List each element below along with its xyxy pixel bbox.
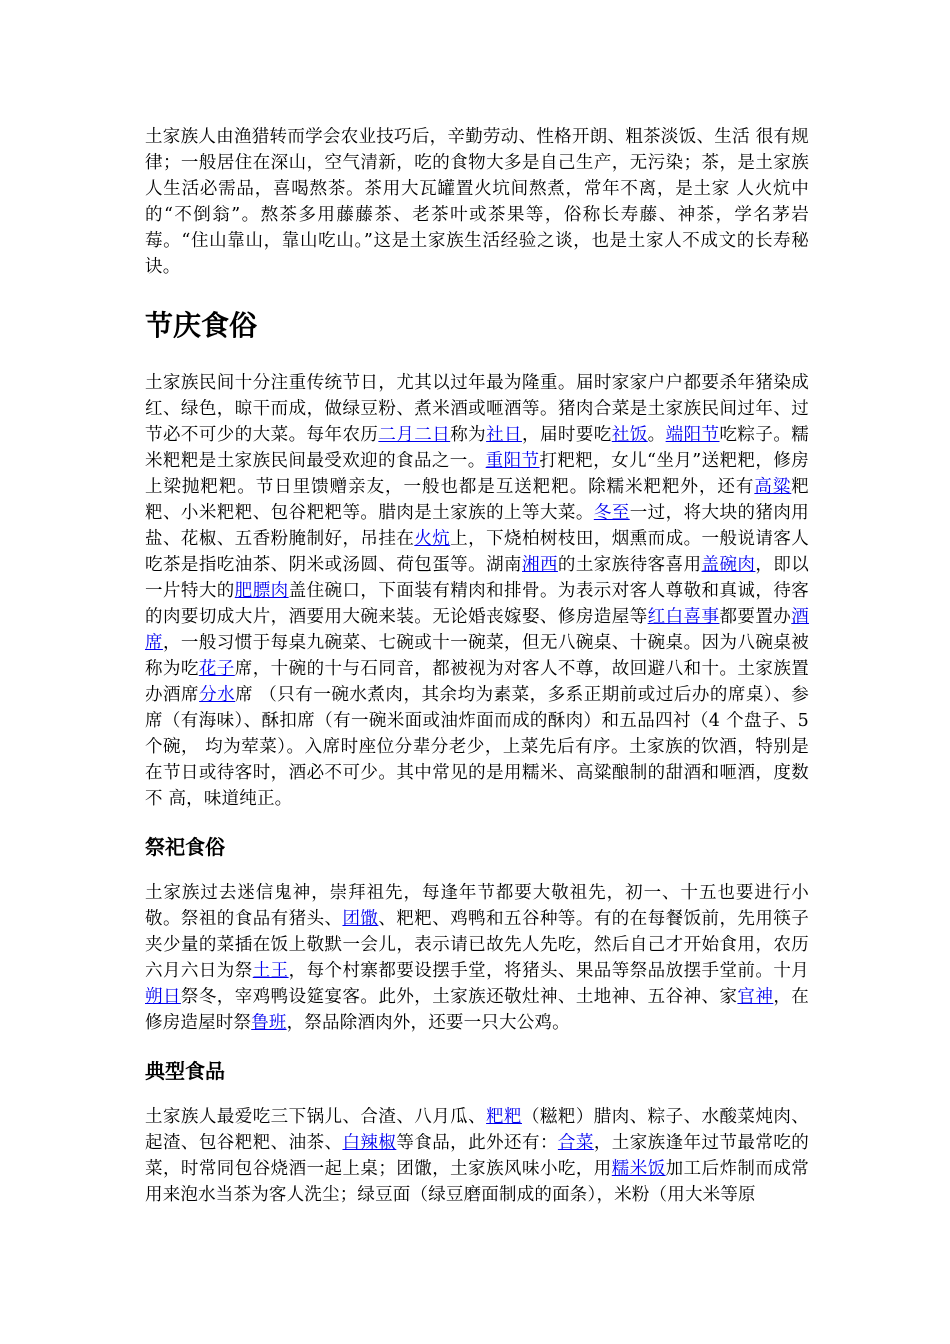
text-run: 粑粑、小米粑粑、包谷粑粑等。腊肉是土家族的上等大菜。 [145,477,809,523]
text-run: 土家族人最爱吃三下锅儿、合渣、八月瓜、 [145,1107,487,1127]
heading-typical-foods: 典型食品 [145,1059,225,1083]
text-run: 土家族过去迷信鬼神，崇拜祖先，每逢年节都要大敬祖先，初一、十五也要进行小敬。祭祖的食品有猪头、 [145,883,809,929]
heading-festival-food-customs: 节庆食俗 [145,309,258,342]
link-fire-pit[interactable]: 火炕 [414,529,451,549]
text-run: 吃粽子。糯米粑粑是土家族民间最受欢迎的食品之一。 [145,425,809,471]
text-run: 上，下烧柏树枝田，烟熏而成。一般说请客人吃茶是指吃油茶、阴米或汤圆、荷包蛋等。湖南 [145,529,810,575]
link-fat-pork[interactable]: 肥膘肉 [234,581,289,601]
link-lu-ban[interactable]: 鲁班 [251,1013,287,1033]
text-run: ，土家族逢年过节最常吃的菜，时常同包谷烧酒一起上桌；团馓，土家族风味小吃，用 [145,1133,809,1179]
text-run: 席，十碗的十与石同音，都被视为对客人不尊，故回避八和十。土家族置办酒席 [145,659,809,705]
link-white-chili[interactable]: 白辣椒 [342,1133,397,1153]
link-sorghum[interactable]: 高粱 [754,477,792,497]
text-run: 席 （只有一碗水煮肉，其余均为素菜，多系正期前或过后办的席桌）、参席（有海味）、酥扣席（有一碗米面或油炸面而成的酥肉）和五品四衬（4 个盘子、5 个碗， 均为荤菜）。入席时座位分辈分老少，上菜先后有序。土家族的饮酒，特别是在节日或待客时，酒必不可少。其中常见的是用糯米、高粱酿制的甜酒和咂酒，度数不 高，味道纯正。 [145,685,809,809]
link-she-fan[interactable]: 社饭 [611,425,648,445]
text-run: ，祭品除酒肉外，还要一只大公鸡。 [286,1013,570,1033]
text-run: 称为 [450,425,487,445]
festival-paragraph [145,370,809,812]
text-run: 等食品，此外还有： [396,1133,558,1153]
link-gai-wan-rou[interactable]: 盖碗肉 [701,555,756,575]
text-run: 祭冬，宰鸡鸭设筵宴客。此外，土家族还敬灶神、土地神、五谷神、家 [180,987,738,1007]
link-weddings-funerals[interactable]: 红白喜事 [647,607,720,627]
document-page [145,124,809,1208]
link-she-ri[interactable]: 社日 [486,425,522,445]
link-baba[interactable]: 粑粑 [486,1107,522,1127]
typical-foods-paragraph [145,1104,809,1208]
link-shuo-ri[interactable]: 朔日 [145,987,181,1007]
link-beggar[interactable]: 花子 [198,659,235,679]
link-tu-wang[interactable]: 土王 [252,961,289,981]
sacrifice-paragraph [145,880,809,1036]
link-he-cai[interactable]: 合菜 [557,1133,594,1153]
link-winter-solstice[interactable]: 冬至 [593,503,630,523]
link-guan-shen[interactable]: 官神 [737,987,774,1007]
text-run: 都要置办 [719,607,792,627]
text-run: ，即以一片特大的 [145,555,809,601]
link-xiangxi[interactable]: 湘西 [522,555,558,575]
text-run: 。 [647,425,666,445]
text-run: ，在修房造屋时祭 [145,987,809,1033]
link-tuan-san[interactable]: 团馓 [342,909,379,929]
text-run: ，每个村寨都要设摆手堂，将猪头、果品等祭品放摆手堂前。十月 [288,961,809,981]
link-chongyang-festival[interactable]: 重阳节 [485,451,540,471]
link-glutinous-rice[interactable]: 糯米饭 [611,1159,666,1179]
text-run: 土家族民间十分注重传统节日，尤其以过年最为隆重。届时家家户户都要杀年猪染成红、绿色，晾干而成，做绿豆粉、煮米酒或咂酒等。猪肉合菜是土家族民间过年、过节必不可少的大菜。每年农历 [145,373,809,445]
link-duanyang-festival[interactable]: 端阳节 [665,425,720,445]
link-fen-shui[interactable]: 分水 [199,685,236,705]
text-run: （糍粑）腊肉、粽子、水酸菜炖肉、起渣、包谷粑粑、油茶、 [145,1107,809,1153]
text-run: 打粑粑，女儿“坐月”送粑粑，修房上梁抛粑粑。节日里馈赠亲友，一般也都是互送粑粑。除糯米粑粑外，还有 [145,451,809,497]
text-run: 、粑粑、鸡鸭和五谷种等。有的在每餐饭前，先用筷子夹少量的菜插在饭上敬默一会儿，表示请已故先人先吃，然后自己才开始食用，农历六月六日为祭 [145,909,809,981]
link-banquet[interactable]: 酒席 [145,607,809,653]
text-run: ，届时要吃 [522,425,612,445]
text-run: 盖住碗口，下面装有精肉和排骨。为表示对客人尊敬和真诚，待客的肉要切成大片，酒要用大碗来装。无论婚丧嫁娶、修房造屋等 [145,581,809,627]
text-run: 的土家族待客喜用 [557,555,702,575]
text-run: ，一般习惯于每桌九碗菜、七碗或十一碗菜，但无八碗桌、十碗桌。因为八碗桌被称为吃 [145,633,809,679]
text-run: 加工后炸制而成常用来泡水当茶为客人洗尘；绿豆面（绿豆磨面制成的面条），米粉（用大米等原 [145,1159,809,1205]
intro-paragraph: 土家族人由渔猎转而学会农业技巧后，辛勤劳动、性格开朗、粗茶淡饭、生活 很有规律；一般居住在深山，空气清新，吃的食物大多是自己生产，无污染；茶，是土家族人生活必需品，喜喝熬茶。茶用大瓦罐置火坑间熬煮，常年不离，是土家 人火炕中的“不倒翁”。熬茶多用藤藤茶、老茶叶或茶果等，俗称长寿藤、神茶，学名茅岩莓。“住山靠山，靠山吃山。”这是土家族生活经验之谈，也是土家人不成文的长寿秘诀。 [145,127,809,277]
heading-sacrifice-food-customs: 祭祀食俗 [145,835,225,859]
text-run: 一过，将大块的猪肉用盐、花椒、五香粉腌制好，吊挂在 [145,503,810,549]
link-feb-2nd[interactable]: 二月二日 [378,425,451,445]
